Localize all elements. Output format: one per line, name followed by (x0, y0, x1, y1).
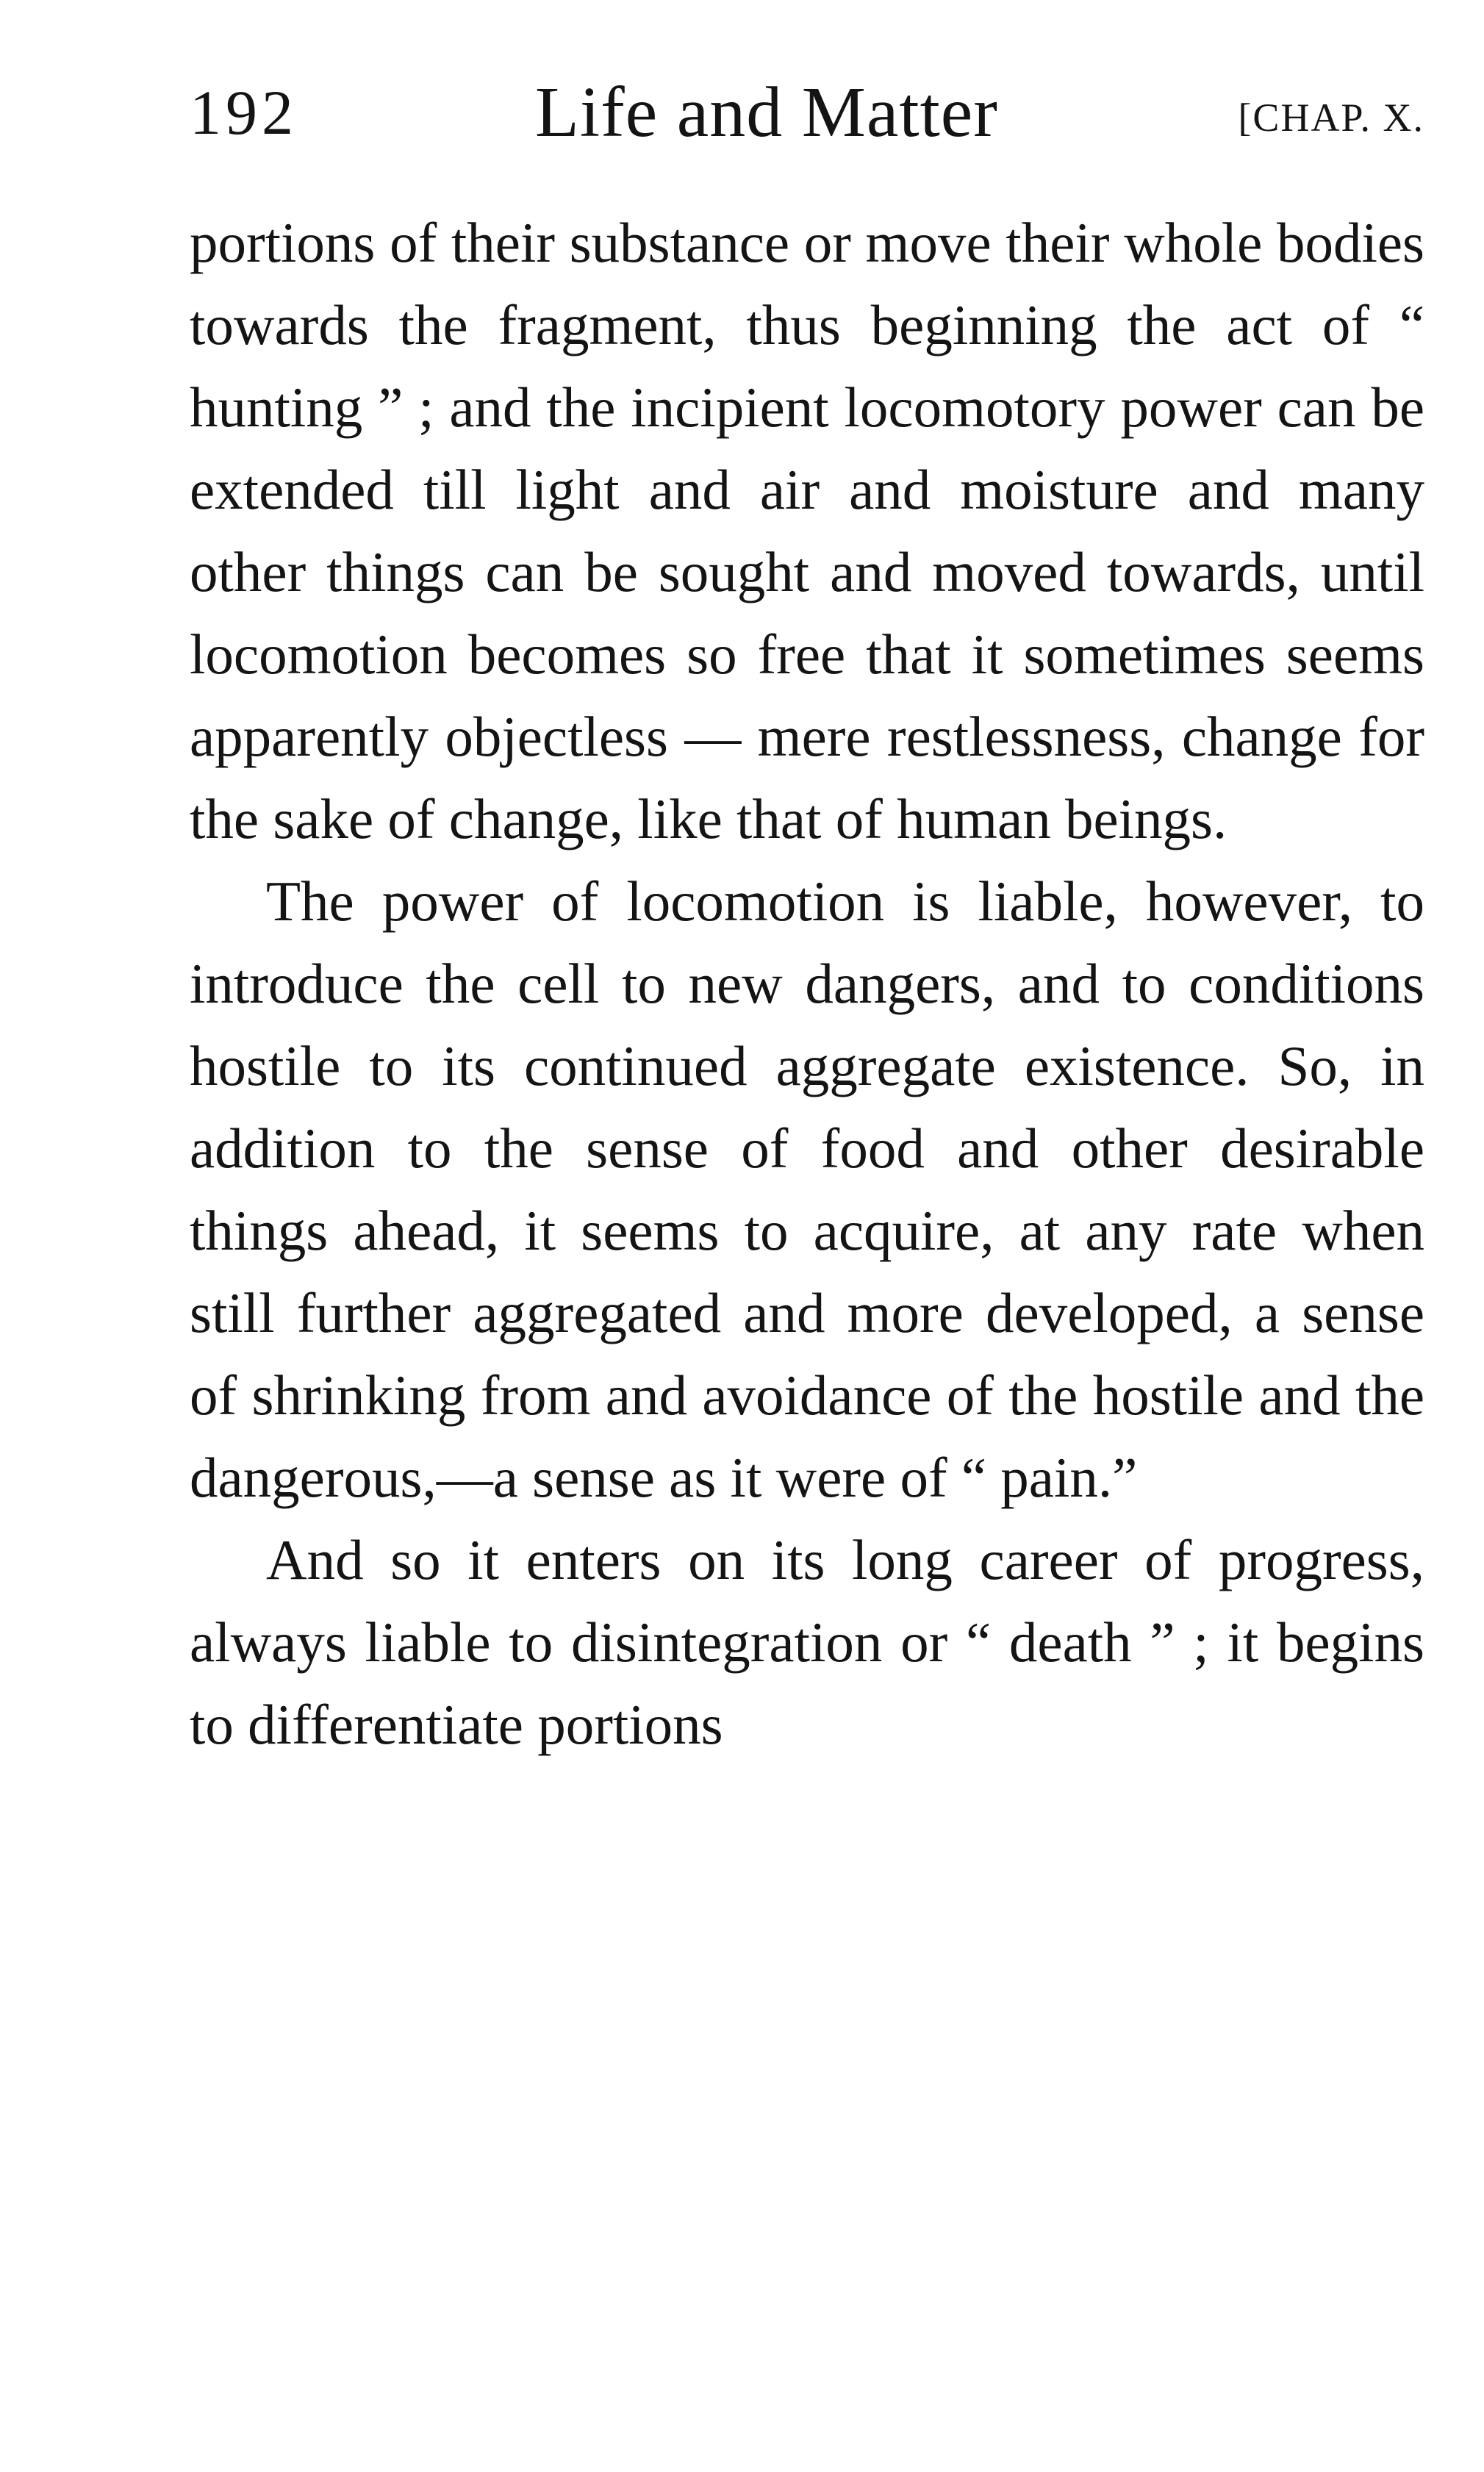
body-text (190, 201, 1424, 1766)
paragraph-locomotion-dangers: The power of locomotion is liable, however, to introduce the cell to new dangers, and to conditions hostile to its continued aggregate existence. So, in addition to the sense of food and other desirable things ahead, it seems to acquire, at any rate when still further aggregated and more developed, a sense of shrinking from and avoidance of the hostile and the dangerous,—a sense as it were of “ pain.” (190, 870, 1424, 1509)
page-number: 192 (190, 77, 298, 148)
chapter-reference: [CHAP. X. (1238, 96, 1424, 140)
running-title: Life and Matter (535, 73, 998, 152)
paragraph-continued: portions of their substance or move their whole bodies towards the fragment, thus beginning the act of “ hunting ” ; and the incipient locomotory power can be extended till light and air and moisture and many other things can be sought and moved towards, until locomotion becomes so free that it sometimes seems apparently objectless — mere restlessness, change for the sake of change, like that of human beings. (190, 211, 1424, 850)
paragraph-career-of-progress: And so it enters on its long career of progress, always liable to disintegration or “ death ” ; it begins to differentiate portions (190, 1528, 1424, 1756)
page-header (190, 72, 1424, 153)
